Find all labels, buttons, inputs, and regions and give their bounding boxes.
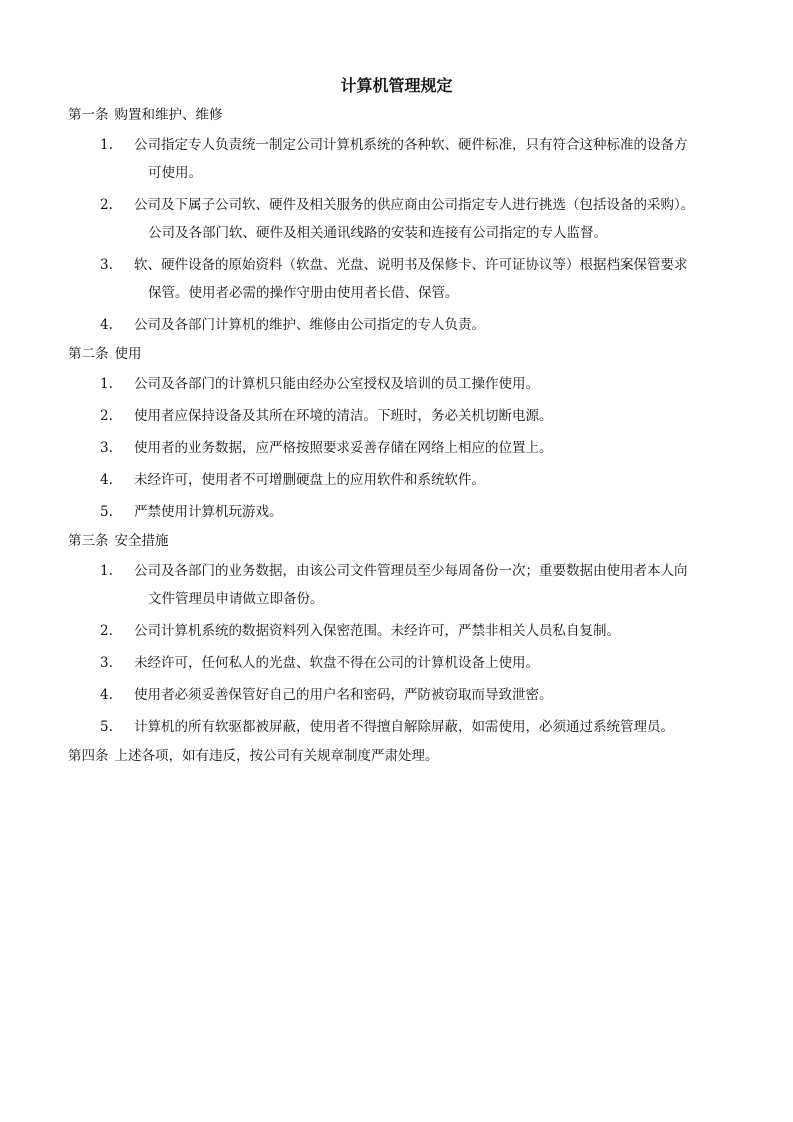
item-line-1: 软、硬件设备的原始资料（软盘、光盘、说明书及保修卡、许可证协议等）根据档案保管要求 <box>134 257 688 273</box>
document-title: 计算机管理规定 <box>340 76 453 95</box>
item-line-1: 计算机的所有软驱都被屏蔽，使用者不得擅自解除屏蔽，如需使用，必须通过系统管理员。 <box>134 719 674 735</box>
list-item <box>68 370 732 398</box>
document-body <box>68 104 732 768</box>
list-item <box>68 434 732 462</box>
item-line-2: 保管。使用者必需的操作守册由使用者长借、保管。 <box>148 285 459 301</box>
list-item <box>68 251 732 307</box>
item-line-1: 公司及各部门计算机的维护、维修由公司指定的专人负责。 <box>134 317 485 333</box>
item-line-1: 使用者应保持设备及其所在环境的清洁。下班时，务必关机切断电源。 <box>134 408 553 424</box>
article-2 <box>68 343 732 366</box>
article-1 <box>68 104 732 127</box>
article-3-items <box>68 557 732 741</box>
item-line-1: 公司及各部门的业务数据，由该公司文件管理员至少每周备份一次；重要数据由使用者本人向 <box>134 563 688 579</box>
item-number: 1. <box>100 376 113 392</box>
list-item <box>68 649 732 677</box>
article-label: 第三条 <box>68 533 109 549</box>
item-line-1: 使用者的业务数据，应严格按照要求妥善存储在网络上相应的位置上。 <box>134 440 553 456</box>
article-3 <box>68 530 732 553</box>
article-label: 第二条 <box>68 346 109 362</box>
item-number: 3. <box>100 440 113 456</box>
item-number: 3. <box>100 655 113 671</box>
list-item <box>68 191 732 247</box>
item-line-1: 严禁使用计算机玩游戏。 <box>134 504 283 520</box>
item-number: 1. <box>100 563 113 579</box>
list-item <box>68 498 732 526</box>
article-label: 第四条 <box>68 748 109 764</box>
list-item <box>68 311 732 339</box>
item-number: 3. <box>100 257 113 273</box>
list-item <box>68 713 732 741</box>
item-line-1: 未经许可，使用者不可增删硬盘上的应用软件和系统软件。 <box>134 472 485 488</box>
item-number: 2. <box>100 623 113 639</box>
article-heading: 使用 <box>114 346 142 362</box>
item-line-1: 未经许可，任何私人的光盘、软盘不得在公司的计算机设备上使用。 <box>134 655 539 671</box>
item-number: 4. <box>100 687 113 703</box>
list-item <box>68 557 732 613</box>
item-number: 2. <box>100 408 113 424</box>
list-item <box>68 402 732 430</box>
list-item <box>68 466 732 494</box>
article-heading: 安全措施 <box>114 533 169 549</box>
article-heading: 上述各项，如有违反，按公司有关规章制度严肃处理。 <box>114 748 439 764</box>
item-line-1: 公司及下属子公司软、硬件及相关服务的供应商由公司指定专人进行挑选（包括设备的采购）。 <box>134 197 695 213</box>
item-line-1: 公司及各部门的计算机只能由经办公室授权及培训的员工操作使用。 <box>134 376 539 392</box>
item-number: 5. <box>100 504 113 520</box>
item-number: 1. <box>100 137 113 153</box>
list-item <box>68 681 732 709</box>
item-line-2: 可使用。 <box>148 165 202 181</box>
article-4 <box>68 745 732 768</box>
item-line-1: 使用者必须妥善保管好自己的用户名和密码，严防被窃取而导致泄密。 <box>134 687 553 703</box>
item-number: 4. <box>100 317 113 333</box>
list-item <box>68 617 732 645</box>
item-line-2: 文件管理员申请做立即备份。 <box>148 591 324 607</box>
list-item <box>68 131 732 187</box>
article-label: 第一条 <box>68 107 109 123</box>
item-line-1: 公司指定专人负责统一制定公司计算机系统的各种软、硬件标准，只有符合这种标准的设备方 <box>134 137 688 153</box>
item-number: 4. <box>100 472 113 488</box>
article-1-items <box>68 131 732 339</box>
item-line-2: 公司及各部门软、硬件及相关通讯线路的安装和连接有公司指定的专人监督。 <box>148 225 607 241</box>
item-number: 5. <box>100 719 113 735</box>
article-heading: 购置和维护、维修 <box>114 107 223 123</box>
item-line-1: 公司计算机系统的数据资料列入保密范围。未经许可，严禁非相关人员私自复制。 <box>134 623 620 639</box>
item-number: 2. <box>100 197 113 213</box>
article-2-items <box>68 370 732 526</box>
